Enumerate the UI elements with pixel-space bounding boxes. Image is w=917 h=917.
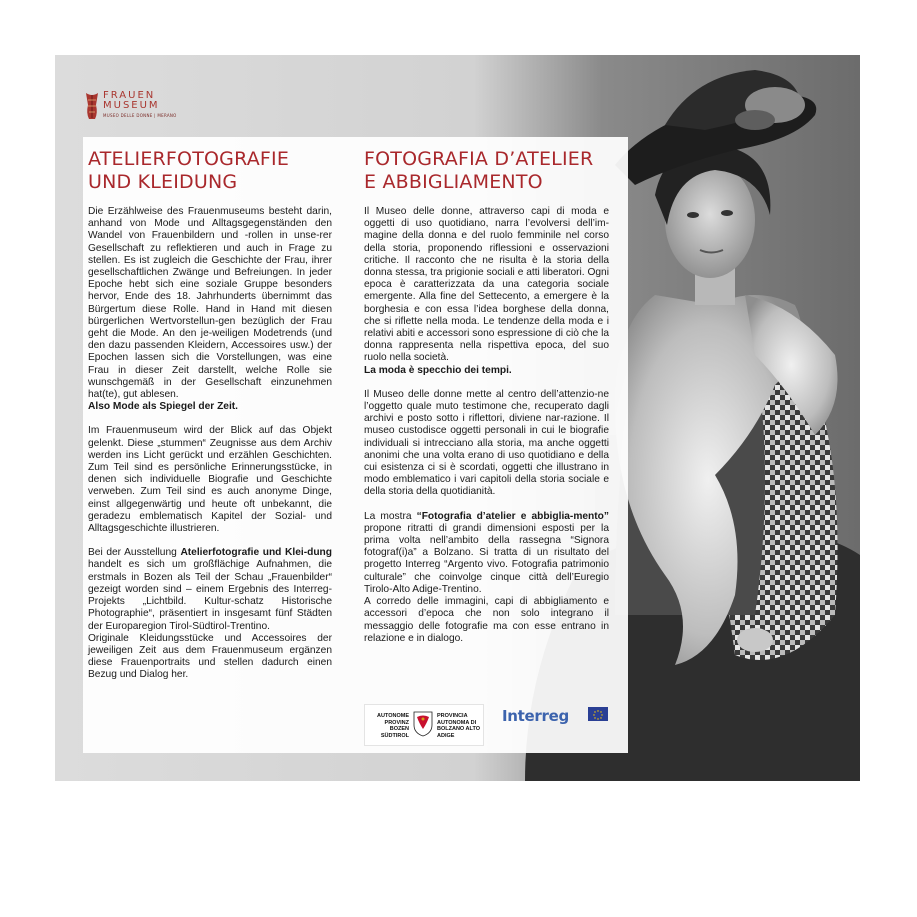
eu-flag-icon: [588, 707, 608, 721]
italian-title-line1: FOTOGRAFIA D’ATELIER: [364, 148, 594, 170]
italian-paragraph-3: La mostra “Fotografia d’atelier e abbiglia-mento” propone ritratti di grandi dimensioni esposti per la prima volta nell’ambito della rassegna “Signora fotograf(i)a” a Bolzano. Si tratta di un risultato del progetto Interreg “Argento vivo. Fotografia patrimonio culturale” che coinvolge cinque città dell’Euregio Tirolo-Alto Adige-Trentino.: [364, 510, 609, 595]
german-paragraph-3: Bei der Ausstellung Atelierfotografie und Klei-dung handelt es sich um großflächige Aufnahmen, die erstmals in Bozen als Teil der Schau „Frauenbilder“ gezeigt worden sind – einem Ergebnis des Interreg-Projekts „Lichtbild. Kultur-schatz Historische Photographie“, präsentiert in insgesamt fünf Städten der Europaregion Tirol-Südtirol-Trentino.: [88, 547, 333, 632]
italian-paragraph-4: A corredo delle immagini, capi di abbigliamento e accessori d’epoca che non solo integrano il messaggio delle fotografie ma con esse entrano in relazione e in dialogo.: [364, 596, 609, 644]
german-column: [88, 206, 332, 694]
german-title-line1: ATELIERFOTOGRAFIE: [88, 148, 290, 170]
italian-title: [364, 148, 593, 194]
german-paragraph-1: Die Erzählweise des Frauenmuseums besteht darin, anhand von Mode und Alltagsgegenständen den Wandel von Frauenbildern und -rollen in unse-rer Gesellschaft zu reflektieren und auch in Frage zu stellen. Es ist zugleich die Geschichte der Frau, ihrer gesellschaftlichen Zwänge und Befreiungen. In jeder Epoche hebt sich eine soziale Gruppe besonders hervor, Ende des 18. Jahrhunderts übernimmt das Bürgertum diese Rolle. Hand in Hand mit diesen bürgerlichen Wertvorstellun-gen bezüglich der Frau geht die Mode. An den je-weiligen Modetrends (und den dazu passenden Kleidern, Accessoires usw.) der Epochen lassen sich die Vorstellungen, was eine Frau in dieser Zeit darstellt, welche Rolle sie wunschgemäß in der Gesellschaft einzunehmen hat(te), gut ablesen. Also Mode als Spiegel der Zeit.: [88, 206, 332, 413]
italian-paragraph-1-bold: La moda è specchio dei tempi.: [364, 364, 512, 376]
italian-paragraph-1: Il Museo delle donne, attraverso capi di moda e oggetti di uso quotidiano, narra l’evolversi dell’im-magine della donna e del ruolo femminile nel corso della storia, proponendo riflessioni e osservazioni critiche. Il racconto che ne risulta è la storia della donna stessa, tra prigionie sociali e atti liberatori. Ogni epoca è caratterizzata da una categoria sociale emergente. Alla fine del Settecento, a emergere è la borghesia e con essa l’idea borghese della donna, che si riflette nella moda. Le tendenze della moda e i relativi abiti e accessori sono espressione di ciò che la donna rappresenta nella rispettiva epoca, del suo ruolo nella società. La moda è specchio dei tempi.: [364, 206, 609, 376]
logo-line2: MUSEUM: [103, 100, 160, 111]
coa-text-italian: PROVINCIA AUTONOMA DI BOLZANO ALTO ADIGE: [437, 713, 480, 739]
corset-icon: [85, 91, 99, 121]
italian-title-line2: E ABBIGLIAMENTO: [364, 171, 543, 193]
german-paragraph-2: Im Frauenmuseum wird der Blick auf das Objekt gelenkt. Diese „stummen“ Zeugnisse aus dem Archiv werden ins Licht gerückt und erzählen Geschichten. Zum Teil sind es persönliche Erinnerungsstücke, in denen sich individuelle Biografie und Geschichte verweben. Zum Teil sind es auch anonyme Dinge, einst allgegenwärtig und heute oft unbekannt, die geradezu emblematisch Kapitel der Sozial- und Alltagsgeschichte illustrieren.: [88, 425, 332, 535]
german-paragraph-1-bold: Also Mode als Spiegel der Zeit.: [88, 401, 239, 413]
logo-line3: MUSEO DELLE DONNE | MERANO: [103, 113, 177, 118]
coat-of-arms-icon: [413, 711, 433, 737]
german-paragraph-4: Originale Kleidungsstücke und Accessoires der jeweiligen Zeit aus dem Frauenmuseum ergänzen diese Frauenportraits und stellen dadurch einen Bezug und Dialog her.: [88, 632, 332, 681]
german-title: [88, 148, 289, 194]
italian-column: [364, 206, 609, 657]
italian-paragraph-2: Il Museo delle donne mette al centro dell’attenzio-ne l’oggetto quale muto testimone che, recuperato dagli archivi e posto sotto i riflettori, diviene nar-razione. Il museo custodisce oggetti personali in cui le biografie individuali si intrecciano alla storia, ma anche oggetti anonimi che una volta erano di uso quotidiano e della cui esistenza ci si è scordati, oggetti che illustrano in modo emblematico i vari capitoli della storia sociale e della storia della quotidianità.: [364, 388, 609, 498]
south-tyrol-province-logo: [364, 704, 484, 746]
coa-text-german: AUTONOME PROVINZ BOZEN SÜDTIROL: [377, 713, 409, 739]
german-title-line2: UND KLEIDUNG: [88, 171, 238, 193]
logo-line1: FRAUEN: [103, 90, 156, 101]
frauenmuseum-logo: [85, 91, 195, 135]
interreg-logo: Interreg: [502, 707, 569, 725]
poster: [55, 55, 860, 781]
